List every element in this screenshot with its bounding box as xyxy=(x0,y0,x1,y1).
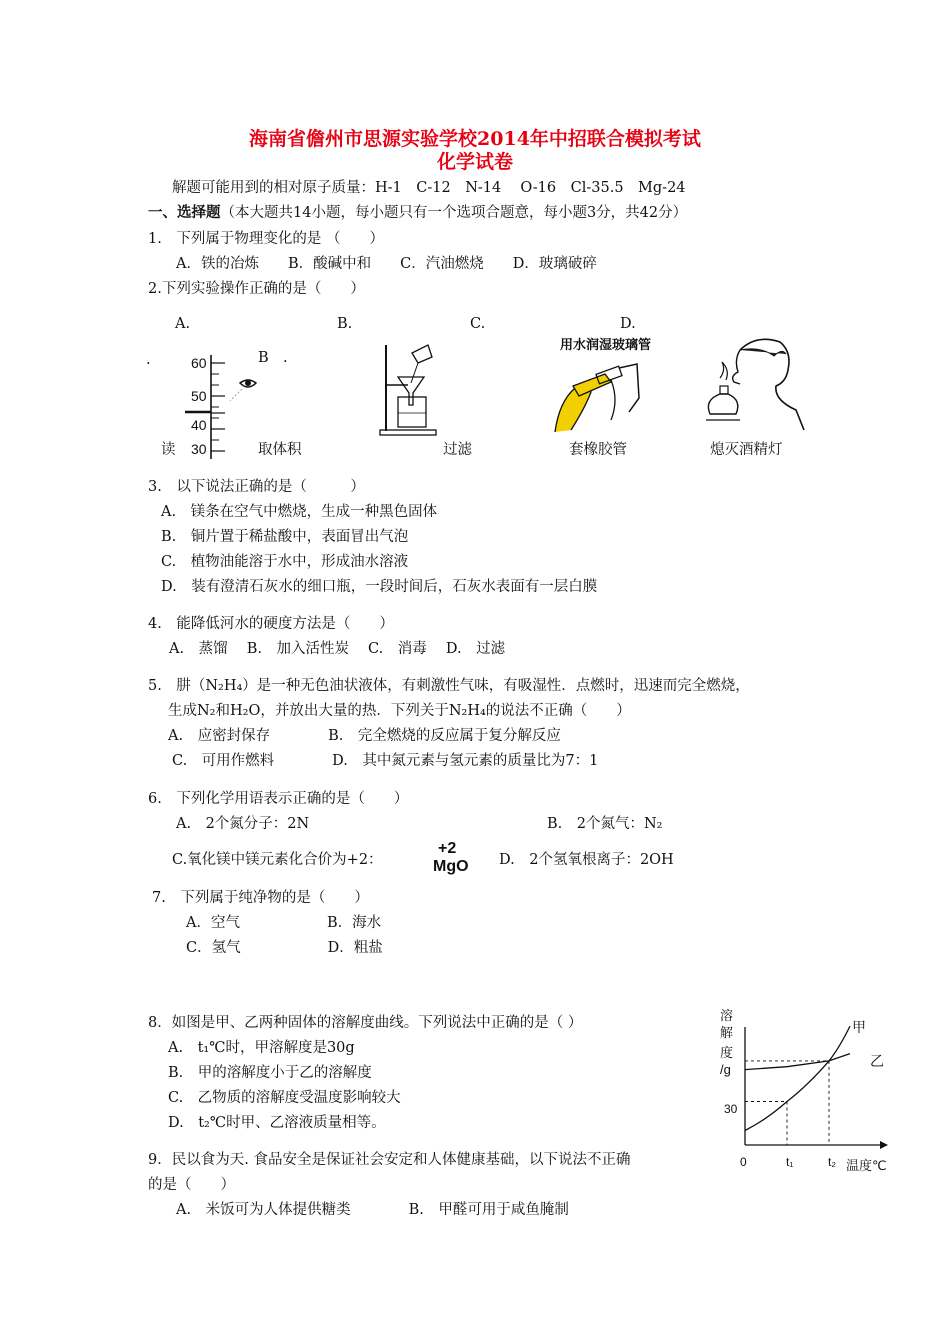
ylabel-char-2: 解 xyxy=(720,1025,734,1040)
ylabel-char-4: /g xyxy=(720,1062,731,1077)
q7-options-cd: C．氢气 D．粗盐 xyxy=(186,940,383,956)
q6-option-c: C.氧化镁中镁元素化合价为+2： xyxy=(172,852,383,868)
q6-stem: 6. 下列化学用语表示正确的是（ ） xyxy=(148,791,409,807)
q1-options: A．铁的冶炼 B．酸碱中和 C．汽油燃烧 D．玻璃破碎 xyxy=(176,256,597,272)
cylinder-tick-40: 40 xyxy=(191,417,207,433)
q5-options-cd: C. 可用作燃料 D. 其中氮元素与氢元素的质量比为7：1 xyxy=(172,753,599,769)
q9-line2: 的是（ ） xyxy=(148,1177,235,1193)
q5-options-ab: A. 应密封保存 B. 完全燃烧的反应属于复分解反应 xyxy=(168,728,561,744)
legend-yi: 乙 xyxy=(870,1053,884,1069)
hands-tube-icon xyxy=(545,352,655,436)
caption-read: 读 xyxy=(161,442,176,458)
cylinder-tick-30: 30 xyxy=(191,441,207,457)
caption-tube: 套橡胶管 xyxy=(569,442,627,458)
exam-title: 海南省儋州市思源实验学校2014年中招联合模拟考试 xyxy=(249,128,701,150)
section-heading-label: 一、选择题 xyxy=(148,204,221,221)
q5-line2: 生成N₂和H₂O，并放出大量的热．下列关于N₂H₄的说法不正确（ ） xyxy=(168,703,631,719)
x-axis-arrow xyxy=(880,1141,888,1149)
measuring-cylinder-figure xyxy=(185,355,225,459)
origin-label: 0 xyxy=(740,1155,747,1169)
solubility-chart xyxy=(700,1005,900,1175)
q8-stem: 8．如图是甲、乙两种固体的溶解度曲线。下列说法中正确的是（ ） xyxy=(148,1015,583,1031)
q3-option-b: B. 铜片置于稀盐酸中，表面冒出气泡 xyxy=(161,529,409,545)
q3-option-c: C. 植物油能溶于水中，形成油水溶液 xyxy=(161,554,409,570)
caption-volume: 取体积 xyxy=(258,442,302,458)
curve-jia xyxy=(745,1026,850,1130)
q8-option-a: A. t₁℃时，甲溶解度是30g xyxy=(168,1040,355,1056)
mgo-formula: MgO xyxy=(433,858,469,875)
person-blowing-lamp-icon xyxy=(700,330,810,434)
exam-subtitle: 化学试卷 xyxy=(436,151,513,173)
q8-option-d: D. t₂℃时甲、乙溶液质量相等。 xyxy=(168,1115,386,1131)
q3-stem: 3. 以下说法正确的是（ ） xyxy=(148,479,365,495)
q3-option-d: D. 装有澄清石灰水的细口瓶，一段时间后，石灰水表面有一层白膜 xyxy=(161,579,598,595)
q7-stem: 7. 下列属于纯净物的是（ ） xyxy=(152,890,369,906)
x-tick-t1: t₁ xyxy=(786,1155,794,1169)
q2-b-mark: B xyxy=(258,350,269,366)
q2-stem: 2.下列实验操作正确的是（ ） xyxy=(148,281,365,297)
section-heading xyxy=(148,201,687,222)
ylabel-char-3: 度 xyxy=(720,1045,734,1060)
eye-icon xyxy=(228,375,262,409)
q8-option-c: C. 乙物质的溶解度受温度影响较大 xyxy=(168,1090,401,1106)
atomic-masses: 解题可能用到的相对原子质量：H-1 C-12 N-14 O-16 Cl-35.5 Mg-24 xyxy=(172,180,686,196)
filtration-apparatus-icon xyxy=(380,335,440,441)
ylabel-char-1: 溶 xyxy=(720,1008,734,1023)
section-heading-note: （本大题共14小题，每小题只有一个选项合题意，每小题3分，共42分） xyxy=(220,205,688,221)
q2-label-d: D. xyxy=(620,316,636,332)
q4-options: A. 蒸馏 B. 加入活性炭 C. 消毒 D. 过滤 xyxy=(169,641,506,657)
q8-option-b: B. 甲的溶解度小于乙的溶解度 xyxy=(168,1065,372,1081)
q2-label-b: B. xyxy=(337,316,353,332)
cylinder-tick-60: 60 xyxy=(191,355,207,371)
q2-label-c: C. xyxy=(470,316,486,332)
q9-line1: 9．民以食为天. 食品安全是保证社会安定和人体健康基础，以下说法不正确 xyxy=(148,1152,631,1168)
q9-options-ab: A. 米饭可为人体提供糖类 B. 甲醛可用于咸鱼腌制 xyxy=(176,1202,569,1218)
y-tick-30: 30 xyxy=(724,1102,738,1116)
legend-jia: 甲 xyxy=(852,1019,866,1035)
caption-filter: 过滤 xyxy=(443,442,472,458)
cylinder-tick-50: 50 xyxy=(191,388,207,404)
q1-stem: 1. 下列属于物理变化的是 （ ） xyxy=(148,231,384,247)
xlabel: 温度℃ xyxy=(846,1158,887,1173)
q4-stem: 4. 能降低河水的硬度方法是（ ） xyxy=(148,616,394,632)
caption-lamp: 熄灭酒精灯 xyxy=(710,442,783,458)
q5-line1: 5. 肼（N₂H₄）是一种无色油状液体，有刺激性气味，有吸湿性．点燃时，迅速而完全燃烧， xyxy=(148,678,750,694)
q2-label-a: A. xyxy=(175,316,191,332)
q6-option-d: D. 2个氢氧根离子：2OH xyxy=(499,852,674,868)
q6-option-a: A. 2个氮分子：2N xyxy=(176,816,310,832)
q7-options-ab: A．空气 B．海水 xyxy=(186,915,382,931)
curve-yi xyxy=(745,1054,850,1070)
tube-label: 用水润湿玻璃管 xyxy=(560,338,652,353)
q2-b-dot: . xyxy=(283,350,288,366)
mgo-valence-top: +2 xyxy=(438,840,457,857)
x-tick-t2: t₂ xyxy=(828,1155,836,1169)
q6-option-b: B. 2个氮气：N₂ xyxy=(547,816,663,832)
q2-dot: . xyxy=(146,352,151,368)
q3-option-a: A. 镁条在空气中燃烧，生成一种黑色固体 xyxy=(161,504,438,520)
